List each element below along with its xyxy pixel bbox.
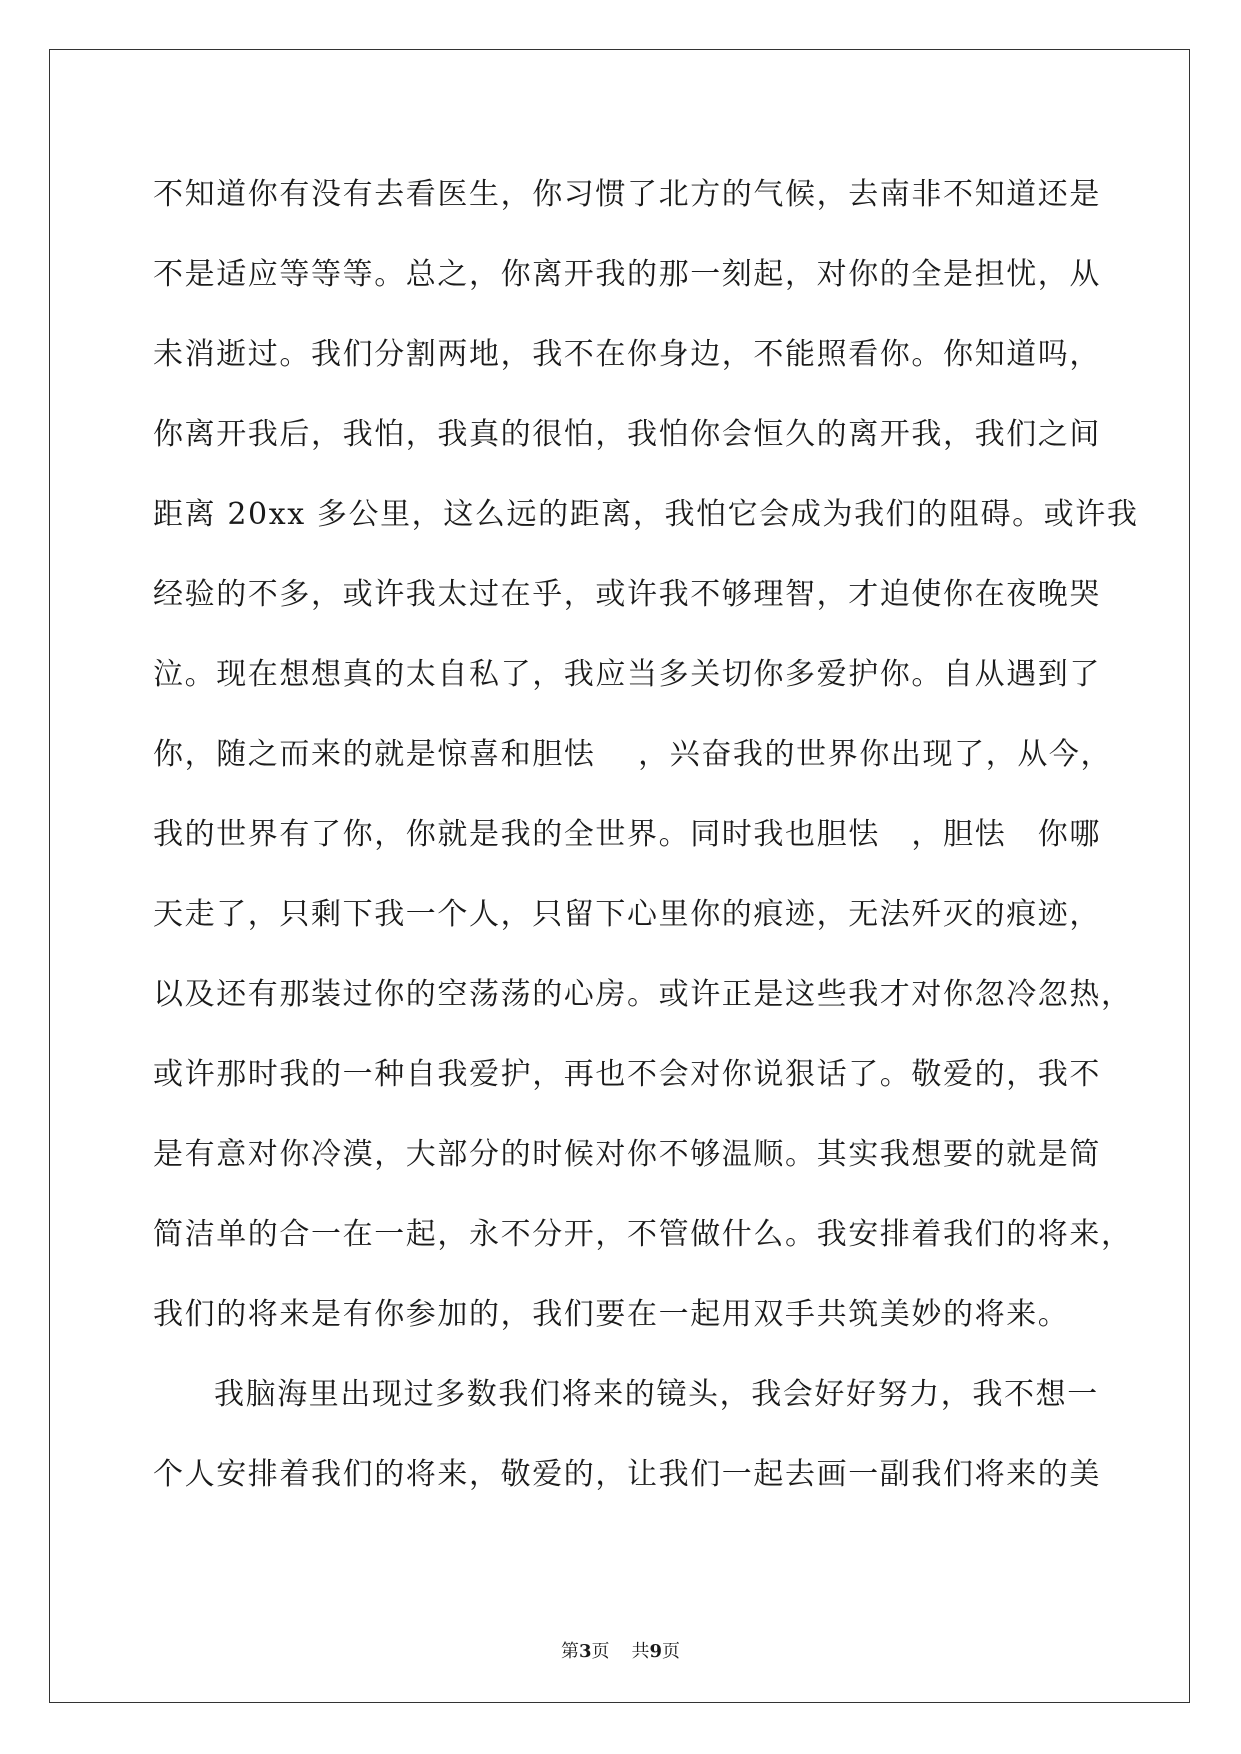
document-body xyxy=(153,155,1139,1515)
text-line: 经验的不多，或许我太过在乎，或许我不够理智，才迫使你在夜晚哭 xyxy=(153,577,1101,612)
text-line: 天走了，只剩下我一个人，只留下心里你的痕迹，无法歼灭的痕迹， xyxy=(153,897,1101,932)
total-page-count: 9 xyxy=(649,1641,663,1662)
text-line: 是有意对你冷漠，大部分的时候对你不够温顺。其实我想要的就是简 xyxy=(153,1137,1101,1172)
page-prefix: 第 xyxy=(560,1641,579,1662)
text-line: 我的世界有了你，你就是我的全世界。同时我也胆怯 ，胆怯 你哪 xyxy=(153,817,1101,852)
text-line: 简洁单的合一在一起，永不分开，不管做什么。我安排着我们的将来， xyxy=(153,1217,1133,1252)
total-prefix: 共 xyxy=(631,1641,650,1662)
text-line: 未消逝过。我们分割两地，我不在你身边，不能照看你。你知道吗， xyxy=(153,337,1101,372)
text-line: 你离开我后，我怕，我真的很怕，我怕你会恒久的离开我，我们之间 xyxy=(153,417,1101,452)
page-suffix: 页 xyxy=(591,1641,610,1662)
text-line: 距离 20xx 多公里，这么远的距离，我怕它会成为我们的阻碍。或许我 xyxy=(153,497,1139,532)
text-line: 以及还有那装过你的空荡荡的心房。或许正是这些我才对你忽冷忽热， xyxy=(153,977,1133,1012)
total-suffix: 页 xyxy=(662,1641,681,1662)
current-page-number: 3 xyxy=(578,1641,592,1662)
text-line: 你，随之而来的就是惊喜和胆怯 ，兴奋我的世界你出现了，从今， xyxy=(153,737,1113,772)
text-line: 不是适应等等等。总之，你离开我的那一刻起，对你的全是担忧，从 xyxy=(153,257,1101,292)
text-line: 泣。现在想想真的太自私了，我应当多关切你多爱护你。自从遇到了 xyxy=(153,657,1101,692)
text-line: 不知道你有没有去看医生，你习惯了北方的气候，去南非不知道还是 xyxy=(153,177,1101,212)
paragraph-start-line: 我脑海里出现过多数我们将来的镜头，我会好好努力，我不想一 xyxy=(214,1377,1099,1412)
text-line: 或许那时我的一种自我爱护，再也不会对你说狠话了。敬爱的，我不 xyxy=(153,1057,1101,1092)
text-line: 我们的将来是有你参加的，我们要在一起用双手共筑美妙的将来。 xyxy=(153,1297,1070,1332)
page-footer xyxy=(0,1637,1241,1663)
text-line: 个人安排着我们的将来，敬爱的，让我们一起去画一副我们将来的美 xyxy=(153,1457,1101,1492)
